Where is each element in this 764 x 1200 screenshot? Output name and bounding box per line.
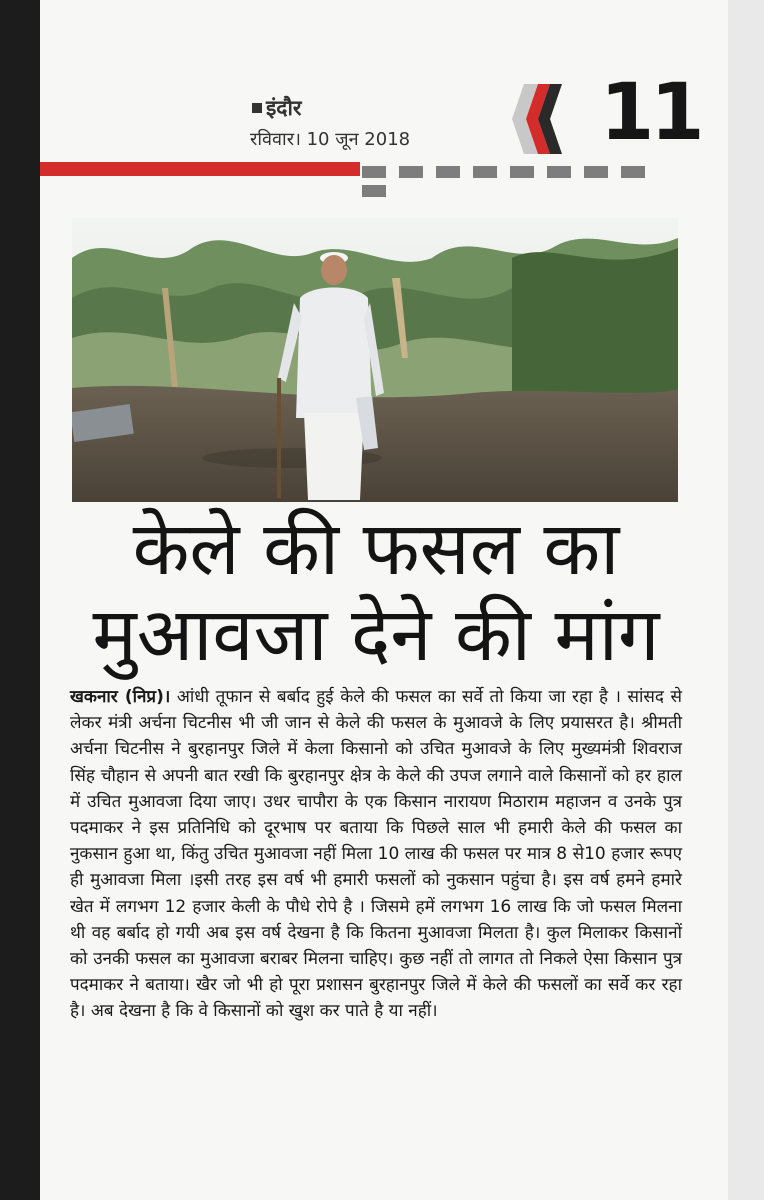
masthead-dashed-rule [362, 163, 680, 175]
article-dateline: खकनार (निप्र)। [70, 687, 171, 707]
news-photo [72, 218, 678, 502]
headline-line-2: मुआवजा देने की मांग [92, 592, 660, 678]
masthead-red-rule [40, 162, 360, 176]
masthead-city [252, 94, 302, 122]
article-text: आंधी तूफान से बर्बाद हुई केले की फसल का सर्वे तो किया जा रहा है । सांसद से लेकर मंत्री अर्चना चिटनीस भी जी जान से केले की फसल के मुआवजे के लिए प्रयासरत है। श्रीमती अर्चना चिटनीस ने बुरहानपुर जिले में केला किसानो को उचित मुआवजे के लिए मुख्यमंत्री शिवराज सिंह चौहान से अपनी बात रखी कि बुरहानपुर क्षेत्र के केले की उपज लगाने वाले किसानों को हर हाल में उचित मुआवजा दिया जाए। उधर चापौरा के एक किसान नारायण मिठाराम महाजन व उनके पुत्र पदमाकर ने इस प्रतिनिधि को दूरभाष पर बताया कि पिछले साल भी हमारी केले की फसल का नुकसान हुआ था, किंतु उचित मुआवजा नहीं मिला 10 लाख की फसल पर मात्र 8 से10 हजार रूपए ही मुआवजा मिला ।इसी तरह इस वर्ष भी हमारी फसलों को नुकसान पहुंचा है। इस वर्ष हमने हमारे खेत में लगभग 12 हजार केली के पौधे रोपे है । जिसमे हमें लगभग 16 लाख कि जो फसल मिलना थी वह बर्बाद हो गयी अब इस वर्ष देखना है कि कितना मुआवजा मिलता है। कुल मिलाकर किसानों को उनकी फसल का मुआवजा बराबर मिलना चाहिए। कुछ नहीं तो लागत तो निकले ऐसा किसान पुत्र पदमाकर ने बताया। खैर जो भी हो पूरा प्रशासन बुरहानपुर जिले में केले की फसलों का सर्वे कर रहा है। अब देखना है कि वे किसानों को खुश कर पाते है या नहीं। [70, 687, 682, 1022]
headline-line-1: केले की फसल का [132, 506, 620, 592]
city-label: इंदौर [266, 96, 302, 120]
masthead-date: रविवार। 10 जून 2018 [250, 129, 411, 150]
headline [70, 506, 682, 678]
square-bullet-icon [252, 103, 262, 113]
article-body [70, 684, 682, 1025]
chevron-left-icon [512, 84, 562, 154]
left-dark-border [0, 0, 40, 1200]
newspaper-page [40, 0, 728, 1200]
right-margin [728, 0, 764, 1200]
next-article-cutoff [70, 1186, 690, 1200]
page-number: 11 [600, 68, 701, 158]
